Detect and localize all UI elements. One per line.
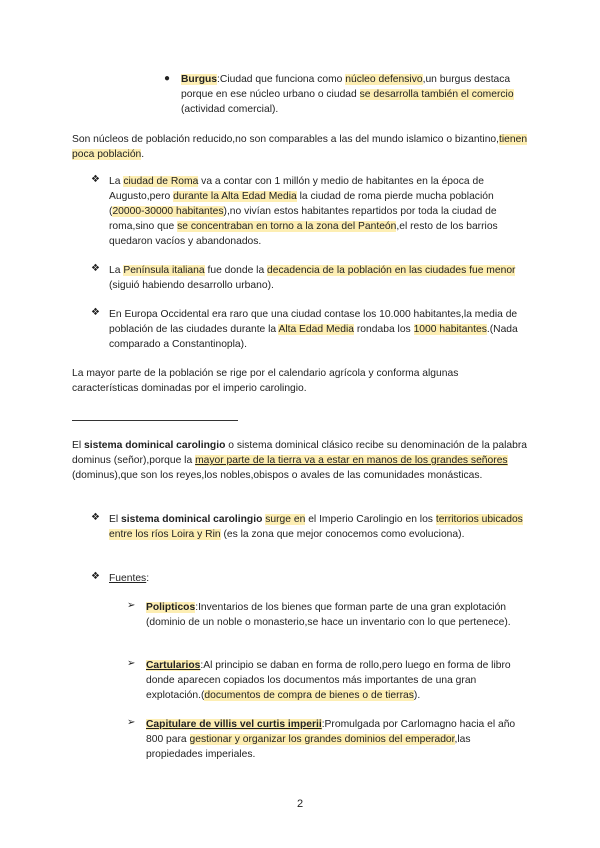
bullet-roma: La ciudad de Roma va a contar con 1 millón y medio de habitantes en la época de Augusto,pero durante la Alta Edad Media la ciudad de roma pierde mucha población (20000-30000 habitantes),no vivían estos habitantes repartidos por toda la ciudad de roma,sino que se concentraban en torno a la zona del Panteón,el resto de los barrios quedaron vacíos y abandonados. xyxy=(109,176,498,247)
horizontal-rule xyxy=(72,420,238,421)
arrow-bullet-icon: ➢ xyxy=(127,658,136,669)
diamond-bullet-icon: ❖ xyxy=(91,174,100,185)
paragraph-population: Son núcleos de población reducido,no son comparables a las del mundo islamico o bizantino,tienen poca población. xyxy=(72,134,528,160)
fuente-cartularios: Cartularios:Al principio se daban en forma de rollo,pero luego en forma de libro donde aparecen copiados los documentos más importantes de una gran explotación.(documentos de compra de bienes o de tierras). xyxy=(146,660,511,701)
bullet-peninsula: La Península italiana fue donde la decadencia de la población en las ciudades fue menor (siguió habiendo desarrollo urbano). xyxy=(109,265,516,291)
diamond-bullet-icon: ❖ xyxy=(91,263,100,274)
arrow-bullet-icon: ➢ xyxy=(127,600,136,611)
fuentes-heading: Fuentes: xyxy=(109,573,150,584)
arrow-bullet-icon: ➢ xyxy=(127,717,136,728)
paragraph-sistema-dominical: El sistema dominical carolingio o sistema dominical clásico recibe su denominación de la palabra dominus (señor),porque la mayor parte de la tierra va a estar en manos de los grandes señores (dominus),que son los reyes,los nobles,obispos o avales de las comunidades monásticas. xyxy=(72,440,528,481)
diamond-bullet-icon: ❖ xyxy=(91,571,100,582)
bullet-dot-icon: ● xyxy=(164,73,171,84)
diamond-bullet-icon: ❖ xyxy=(91,307,100,318)
paragraph-calendario: La mayor parte de la población se rige por el calendario agrícola y conforma algunas características dominadas por el imperio carolingio. xyxy=(72,368,459,394)
fuente-polipticos: Polipticos:Inventarios de los bienes que forman parte de una gran explotación (dominio de un noble o monasterio,se hace un inventario con lo que pertenece). xyxy=(146,602,511,628)
page-number: 2 xyxy=(296,798,304,810)
burgus-term: Burgus xyxy=(181,74,218,85)
bullet-europa: En Europa Occidental era raro que una ciudad contase los 10.000 habitantes,la media de población de las ciudades durante la Alta Edad Media rondaba los 1000 habitantes.(Nada comparado a Constantinopla). xyxy=(109,309,518,350)
fuente-capitulare: Capitulare de villis vel curtis imperii:Promulgada por Carlomagno hacia el año 800 para gestionar y organizar los grandes dominios del emperador,las propiedades imperiales. xyxy=(146,719,516,760)
burgus-item: Burgus:Ciudad que funciona como núcleo defensivo,un burgus destaca porque en ese núcleo urbano o ciudad se desarrolla también el comercio (actividad comercial). xyxy=(181,74,514,115)
diamond-bullet-icon: ❖ xyxy=(91,512,100,523)
bullet-sistema-surge: El sistema dominical carolingio surge en el Imperio Carolingio en los territorios ubicados entre los ríos Loira y Rin (es la zona que mejor conocemos como evoluciona). xyxy=(109,514,523,540)
